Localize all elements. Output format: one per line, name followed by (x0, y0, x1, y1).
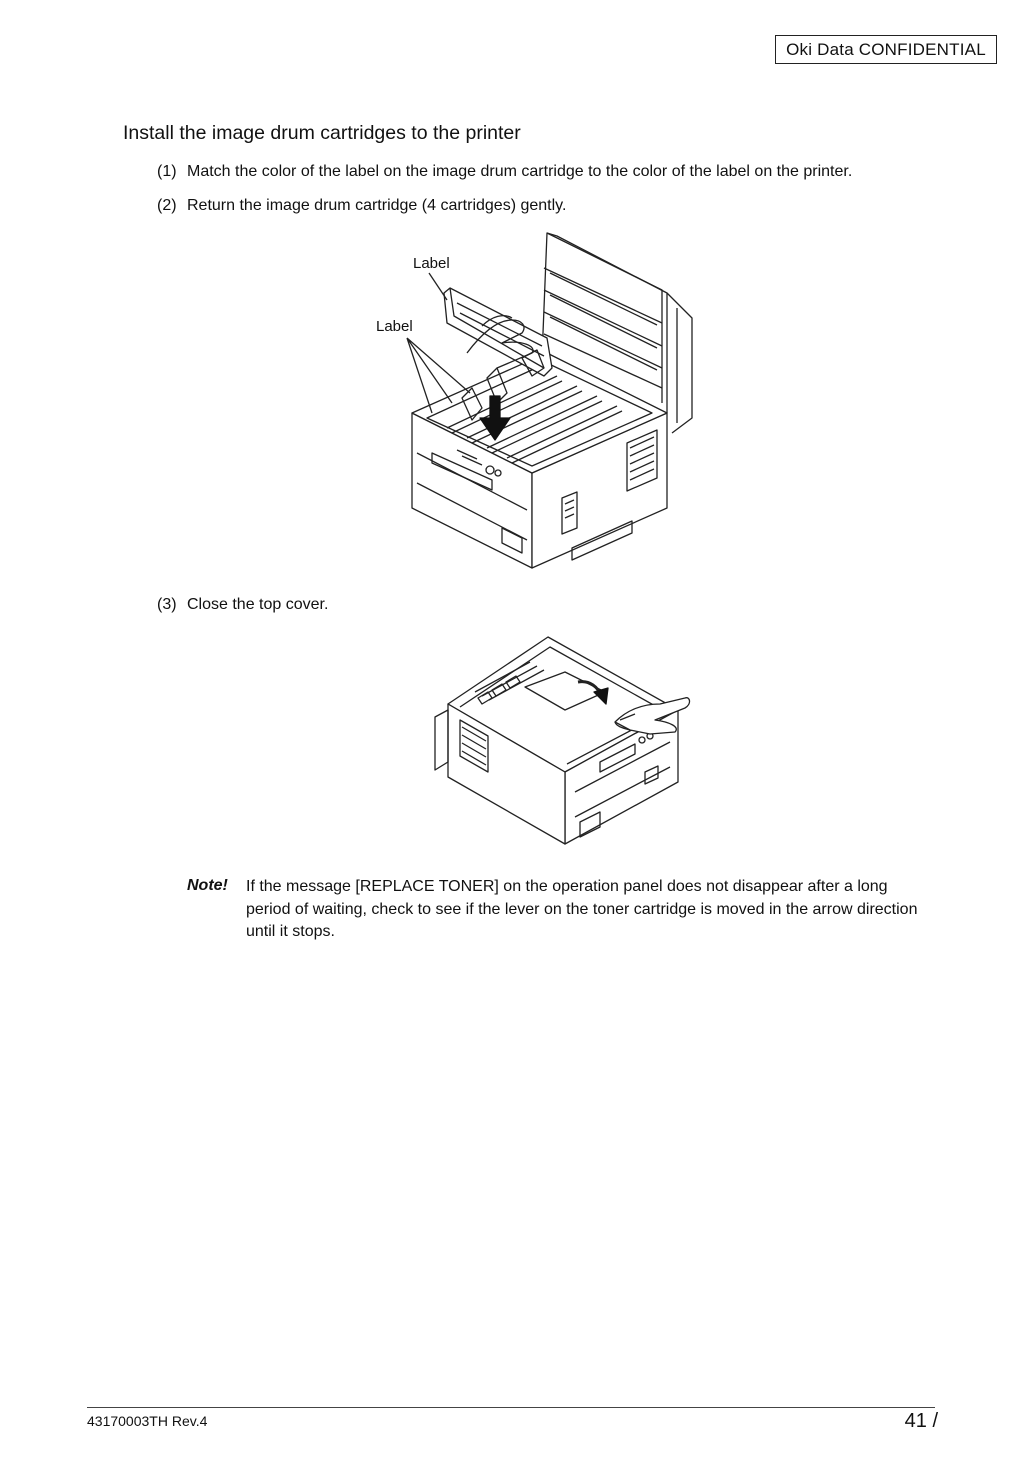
note-text: If the message [REPLACE TONER] on the operation panel does not disappear after a long period of waiting, check to see if the lever on the toner cartridge is moved in the arrow direction until it stops. (246, 878, 918, 940)
page-number: 41 / (904, 1410, 938, 1432)
label-callout-top: Label (413, 255, 450, 272)
step-2 (157, 197, 566, 215)
step-3 (157, 596, 328, 614)
step-number: (1) (157, 163, 177, 180)
close-cover-illustration (430, 632, 695, 847)
step-text: Close the top cover. (187, 596, 329, 613)
footer-divider (87, 1407, 935, 1408)
step-number: (2) (157, 197, 177, 214)
note-label: Note! (187, 877, 228, 894)
step-number: (3) (157, 596, 177, 613)
label-callout-left: Label (376, 318, 413, 335)
step-1 (157, 163, 852, 181)
step-text: Match the color of the label on the image drum cartridge to the color of the label on the printer. (187, 163, 853, 180)
drum-install-illustration (372, 228, 702, 578)
step-text: Return the image drum cartridge (4 cartridges) gently. (187, 197, 567, 214)
confidential-badge: Oki Data CONFIDENTIAL (775, 35, 997, 64)
document-id: 43170003TH Rev.4 (87, 1413, 208, 1429)
section-title: Install the image drum cartridges to the printer (123, 122, 521, 144)
